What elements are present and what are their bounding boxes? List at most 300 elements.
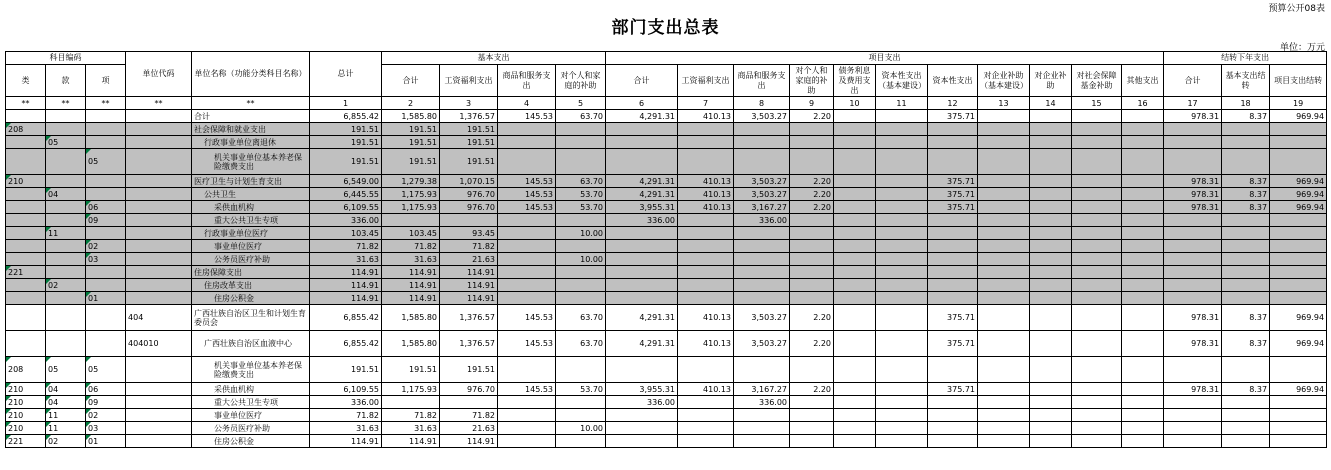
- cell-value: [1072, 383, 1122, 396]
- cell-value: [1030, 266, 1072, 279]
- cell-code: [126, 422, 192, 435]
- index-cell: 18: [1222, 97, 1270, 110]
- cell-value: [790, 435, 834, 448]
- cell-value: [1222, 266, 1270, 279]
- cell-value: 2.20: [790, 175, 834, 188]
- cell-value: [1072, 422, 1122, 435]
- cell-value: [556, 409, 606, 422]
- cell-code: [126, 188, 192, 201]
- cell-value: [1122, 331, 1164, 357]
- table-row: [6, 396, 1327, 409]
- header-project-sub: 商品和服务支出: [734, 65, 790, 97]
- index-cell: **: [86, 97, 126, 110]
- cell-name: 机关事业单位基本养老保险缴费支出: [192, 357, 310, 383]
- cell-value: 978.31: [1164, 201, 1222, 214]
- cell-value: 336.00: [310, 214, 382, 227]
- cell-value: [498, 292, 556, 305]
- cell-kuan: 05: [46, 357, 86, 383]
- cell-value: [876, 175, 928, 188]
- cell-lei: [6, 331, 46, 357]
- cell-value: [1030, 214, 1072, 227]
- cell-value: [606, 422, 678, 435]
- cell-value: [876, 409, 928, 422]
- cell-code: [126, 435, 192, 448]
- cell-value: [1030, 422, 1072, 435]
- expenditure-table: [5, 51, 1327, 448]
- cell-value: 410.13: [678, 201, 734, 214]
- cell-value: 2.20: [790, 383, 834, 396]
- header-carry: 结转下年支出: [1164, 52, 1327, 65]
- cell-code: [126, 175, 192, 188]
- cell-value: 410.13: [678, 175, 734, 188]
- cell-value: [734, 227, 790, 240]
- cell-value: 969.94: [1270, 331, 1327, 357]
- cell-value: 2.20: [790, 305, 834, 331]
- cell-code: [126, 383, 192, 396]
- cell-value: [1030, 331, 1072, 357]
- cell-lei: [6, 149, 46, 175]
- cell-value: 63.70: [556, 331, 606, 357]
- cell-value: 6,445.55: [310, 188, 382, 201]
- cell-value: [1030, 240, 1072, 253]
- cell-value: 31.63: [382, 253, 440, 266]
- cell-value: [978, 396, 1030, 409]
- cell-value: 978.31: [1164, 110, 1222, 123]
- cell-value: [556, 214, 606, 227]
- cell-value: [678, 396, 734, 409]
- cell-value: [734, 409, 790, 422]
- cell-value: [834, 227, 876, 240]
- index-cell: 17: [1164, 97, 1222, 110]
- cell-value: [498, 266, 556, 279]
- cell-value: 375.71: [928, 201, 978, 214]
- cell-value: [978, 383, 1030, 396]
- cell-value: 10.00: [556, 227, 606, 240]
- cell-value: [556, 240, 606, 253]
- cell-value: [734, 123, 790, 136]
- cell-value: [1122, 305, 1164, 331]
- cell-value: [1164, 253, 1222, 266]
- index-cell: 4: [498, 97, 556, 110]
- cell-code: [126, 357, 192, 383]
- header-project-sub: 对企业补助: [1030, 65, 1072, 97]
- cell-value: [790, 227, 834, 240]
- cell-value: [606, 292, 678, 305]
- cell-value: 3,503.27: [734, 175, 790, 188]
- cell-value: [978, 175, 1030, 188]
- cell-kuan: [46, 240, 86, 253]
- cell-value: 71.82: [382, 240, 440, 253]
- cell-value: [978, 292, 1030, 305]
- cell-value: [1270, 396, 1327, 409]
- cell-value: [1222, 123, 1270, 136]
- cell-value: [978, 136, 1030, 149]
- cell-value: [978, 253, 1030, 266]
- cell-value: [1072, 253, 1122, 266]
- cell-value: [734, 149, 790, 175]
- cell-value: 375.71: [928, 331, 978, 357]
- cell-kuan: 11: [46, 227, 86, 240]
- cell-value: [1270, 279, 1327, 292]
- cell-value: [1072, 201, 1122, 214]
- cell-value: 8.37: [1222, 201, 1270, 214]
- cell-value: [606, 266, 678, 279]
- cell-value: [876, 292, 928, 305]
- cell-value: [876, 253, 928, 266]
- cell-value: 6,109.55: [310, 201, 382, 214]
- cell-value: [928, 292, 978, 305]
- cell-value: 191.51: [382, 136, 440, 149]
- cell-lei: 210: [6, 422, 46, 435]
- index-cell: 8: [734, 97, 790, 110]
- cell-value: [876, 396, 928, 409]
- cell-value: 63.70: [556, 110, 606, 123]
- cell-value: [1072, 110, 1122, 123]
- cell-value: 53.70: [556, 383, 606, 396]
- cell-xiang: 06: [86, 383, 126, 396]
- cell-value: [1122, 123, 1164, 136]
- cell-value: [1030, 396, 1072, 409]
- cell-value: [1164, 396, 1222, 409]
- table-code: 预算公开08表: [1268, 4, 1325, 14]
- cell-value: [834, 110, 876, 123]
- cell-value: 375.71: [928, 383, 978, 396]
- index-cell: **: [192, 97, 310, 110]
- cell-value: [978, 422, 1030, 435]
- cell-name: 广西壮族自治区卫生和计划生育委员会: [192, 305, 310, 331]
- cell-value: [790, 409, 834, 422]
- cell-code: [126, 266, 192, 279]
- cell-value: 145.53: [498, 305, 556, 331]
- header-basic-sub: 工资福利支出: [440, 65, 498, 97]
- header-basic-sub: 对个人和家庭的补助: [556, 65, 606, 97]
- cell-lei: [6, 240, 46, 253]
- cell-value: 3,503.27: [734, 331, 790, 357]
- cell-value: [978, 123, 1030, 136]
- cell-value: 336.00: [734, 396, 790, 409]
- cell-value: 10.00: [556, 253, 606, 266]
- cell-name: 公务员医疗补助: [192, 253, 310, 266]
- cell-value: 1,376.57: [440, 331, 498, 357]
- cell-lei: 208: [6, 357, 46, 383]
- cell-value: [1072, 279, 1122, 292]
- cell-value: 978.31: [1164, 305, 1222, 331]
- cell-value: [1122, 357, 1164, 383]
- cell-value: 53.70: [556, 201, 606, 214]
- cell-value: [440, 214, 498, 227]
- cell-value: [678, 123, 734, 136]
- cell-xiang: 09: [86, 214, 126, 227]
- cell-value: [498, 396, 556, 409]
- cell-value: 410.13: [678, 110, 734, 123]
- cell-value: 375.71: [928, 110, 978, 123]
- cell-value: [678, 435, 734, 448]
- cell-value: [734, 357, 790, 383]
- header-basic: 基本支出: [382, 52, 606, 65]
- cell-value: [1270, 357, 1327, 383]
- cell-value: 114.91: [382, 279, 440, 292]
- index-row: [6, 97, 1327, 110]
- cell-value: [382, 214, 440, 227]
- cell-value: [1072, 188, 1122, 201]
- cell-value: [1222, 240, 1270, 253]
- cell-lei: 221: [6, 266, 46, 279]
- header-project-sub: 对社会保障基金补助: [1072, 65, 1122, 97]
- cell-value: 8.37: [1222, 305, 1270, 331]
- cell-value: 1,585.80: [382, 331, 440, 357]
- cell-value: 969.94: [1270, 383, 1327, 396]
- cell-value: [1122, 409, 1164, 422]
- cell-value: [440, 396, 498, 409]
- cell-value: [876, 188, 928, 201]
- cell-value: 114.91: [440, 435, 498, 448]
- cell-name: 住房保障支出: [192, 266, 310, 279]
- cell-value: 3,955.31: [606, 383, 678, 396]
- cell-value: 114.91: [440, 266, 498, 279]
- cell-value: [1164, 435, 1222, 448]
- cell-value: 191.51: [310, 123, 382, 136]
- cell-value: 114.91: [310, 435, 382, 448]
- cell-value: [1122, 227, 1164, 240]
- cell-value: 8.37: [1222, 331, 1270, 357]
- cell-value: 8.37: [1222, 188, 1270, 201]
- table-row: [6, 188, 1327, 201]
- cell-value: [978, 435, 1030, 448]
- cell-value: [928, 240, 978, 253]
- cell-value: [606, 149, 678, 175]
- cell-xiang: [86, 136, 126, 149]
- header-carry-sub: 合计: [1164, 65, 1222, 97]
- cell-value: [834, 149, 876, 175]
- cell-value: [678, 253, 734, 266]
- cell-value: [834, 396, 876, 409]
- cell-value: [1222, 396, 1270, 409]
- cell-value: [978, 331, 1030, 357]
- cell-kuan: 05: [46, 136, 86, 149]
- cell-value: [834, 305, 876, 331]
- table-row: [6, 435, 1327, 448]
- cell-xiang: [86, 123, 126, 136]
- cell-lei: [6, 292, 46, 305]
- cell-value: [1164, 136, 1222, 149]
- cell-value: 2.20: [790, 110, 834, 123]
- cell-value: [1270, 240, 1327, 253]
- cell-value: 1,070.15: [440, 175, 498, 188]
- cell-value: 375.71: [928, 305, 978, 331]
- cell-value: [498, 240, 556, 253]
- table-row: [6, 357, 1327, 383]
- cell-value: [1164, 227, 1222, 240]
- table-row: [6, 240, 1327, 253]
- cell-value: [1030, 175, 1072, 188]
- cell-value: 1,175.93: [382, 383, 440, 396]
- cell-value: 978.31: [1164, 188, 1222, 201]
- header-unit-code: 单位代码: [126, 52, 192, 97]
- cell-value: [734, 279, 790, 292]
- index-cell: 9: [790, 97, 834, 110]
- cell-value: 145.53: [498, 201, 556, 214]
- cell-lei: [6, 136, 46, 149]
- cell-value: 4,291.31: [606, 175, 678, 188]
- cell-value: [1164, 422, 1222, 435]
- cell-name: 重大公共卫生专项: [192, 396, 310, 409]
- cell-value: 191.51: [440, 123, 498, 136]
- cell-value: [1122, 201, 1164, 214]
- cell-value: [734, 435, 790, 448]
- cell-value: [556, 136, 606, 149]
- cell-value: 103.45: [382, 227, 440, 240]
- cell-lei: 210: [6, 383, 46, 396]
- cell-value: 969.94: [1270, 175, 1327, 188]
- cell-value: [734, 422, 790, 435]
- cell-value: 6,855.42: [310, 331, 382, 357]
- cell-name: 事业单位医疗: [192, 240, 310, 253]
- cell-name: 广西壮族自治区血液中心: [192, 331, 310, 357]
- cell-value: [1072, 305, 1122, 331]
- cell-value: [1270, 123, 1327, 136]
- cell-xiang: 05: [86, 357, 126, 383]
- cell-value: [834, 266, 876, 279]
- cell-value: [1122, 253, 1164, 266]
- cell-value: [1222, 227, 1270, 240]
- cell-value: 31.63: [310, 253, 382, 266]
- cell-value: 3,955.31: [606, 201, 678, 214]
- cell-value: [1030, 292, 1072, 305]
- cell-value: 6,855.42: [310, 110, 382, 123]
- cell-value: [556, 357, 606, 383]
- cell-value: [876, 357, 928, 383]
- cell-lei: [6, 110, 46, 123]
- table-row: [6, 227, 1327, 240]
- cell-value: [1072, 357, 1122, 383]
- cell-value: [834, 435, 876, 448]
- cell-value: [1030, 227, 1072, 240]
- index-cell: 1: [310, 97, 382, 110]
- cell-value: [928, 396, 978, 409]
- cell-value: [1270, 253, 1327, 266]
- cell-value: [1222, 136, 1270, 149]
- cell-value: 71.82: [310, 409, 382, 422]
- cell-kuan: [46, 149, 86, 175]
- cell-value: 114.91: [382, 292, 440, 305]
- cell-value: 191.51: [440, 136, 498, 149]
- index-cell: 19: [1270, 97, 1327, 110]
- index-cell: 7: [678, 97, 734, 110]
- cell-value: [834, 175, 876, 188]
- cell-value: 114.91: [310, 279, 382, 292]
- cell-value: [876, 123, 928, 136]
- cell-value: [678, 227, 734, 240]
- cell-value: 145.53: [498, 331, 556, 357]
- cell-value: [790, 136, 834, 149]
- cell-name: 合计: [192, 110, 310, 123]
- header-carry-sub: 项目支出结转: [1270, 65, 1327, 97]
- cell-value: 10.00: [556, 422, 606, 435]
- cell-value: [834, 383, 876, 396]
- cell-value: [1030, 279, 1072, 292]
- cell-value: [498, 279, 556, 292]
- cell-code: [126, 201, 192, 214]
- cell-kuan: [46, 331, 86, 357]
- cell-xiang: 02: [86, 409, 126, 422]
- cell-value: [876, 422, 928, 435]
- cell-value: [1222, 292, 1270, 305]
- cell-value: [790, 123, 834, 136]
- cell-value: [556, 123, 606, 136]
- cell-value: 8.37: [1222, 175, 1270, 188]
- cell-value: [1222, 357, 1270, 383]
- cell-value: [734, 240, 790, 253]
- cell-value: [1072, 409, 1122, 422]
- cell-value: [556, 266, 606, 279]
- cell-value: 191.51: [440, 149, 498, 175]
- header-lei: 类: [6, 65, 46, 97]
- cell-value: [1164, 292, 1222, 305]
- cell-value: [1270, 266, 1327, 279]
- cell-value: [876, 214, 928, 227]
- cell-value: 2.20: [790, 331, 834, 357]
- cell-value: [928, 422, 978, 435]
- cell-value: [1122, 188, 1164, 201]
- cell-lei: 208: [6, 123, 46, 136]
- cell-value: [876, 149, 928, 175]
- cell-value: [1270, 136, 1327, 149]
- cell-value: [606, 435, 678, 448]
- cell-value: 6,549.00: [310, 175, 382, 188]
- index-cell: 10: [834, 97, 876, 110]
- cell-value: [928, 279, 978, 292]
- cell-value: [678, 136, 734, 149]
- header-carry-sub: 基本支出结转: [1222, 65, 1270, 97]
- cell-value: [498, 435, 556, 448]
- cell-value: [978, 305, 1030, 331]
- cell-value: [606, 279, 678, 292]
- cell-xiang: 03: [86, 422, 126, 435]
- cell-value: [498, 422, 556, 435]
- table-row: [6, 123, 1327, 136]
- cell-value: 63.70: [556, 175, 606, 188]
- cell-value: [876, 305, 928, 331]
- cell-value: [1122, 214, 1164, 227]
- cell-value: [834, 331, 876, 357]
- cell-value: 6,855.42: [310, 305, 382, 331]
- cell-value: [1164, 357, 1222, 383]
- cell-name: 采供血机构: [192, 201, 310, 214]
- cell-value: 31.63: [310, 422, 382, 435]
- cell-value: 375.71: [928, 175, 978, 188]
- cell-code: [126, 253, 192, 266]
- cell-value: 114.91: [440, 292, 498, 305]
- cell-value: 31.63: [382, 422, 440, 435]
- cell-value: [1222, 149, 1270, 175]
- cell-value: 976.70: [440, 188, 498, 201]
- cell-value: [790, 279, 834, 292]
- cell-value: [928, 357, 978, 383]
- index-cell: 2: [382, 97, 440, 110]
- cell-kuan: [46, 201, 86, 214]
- cell-value: [1164, 240, 1222, 253]
- index-cell: 5: [556, 97, 606, 110]
- cell-value: 336.00: [734, 214, 790, 227]
- cell-lei: [6, 253, 46, 266]
- cell-value: [1072, 227, 1122, 240]
- cell-value: [606, 136, 678, 149]
- cell-value: 1,175.93: [382, 188, 440, 201]
- cell-name: 行政事业单位离退休: [192, 136, 310, 149]
- cell-value: 978.31: [1164, 383, 1222, 396]
- cell-value: [678, 149, 734, 175]
- cell-value: [790, 357, 834, 383]
